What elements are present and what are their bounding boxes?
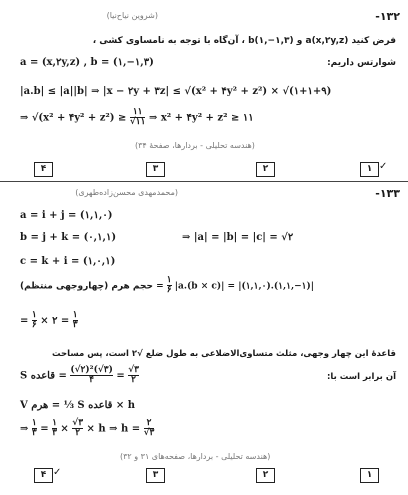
- author-133: (محمدمهدی محسن‌زاده‌طهری): [75, 188, 178, 197]
- fraction-numerator: √۳: [72, 418, 84, 428]
- option-1-q133[interactable]: ۱: [360, 468, 379, 483]
- triple-product: |a.(b × c)| =: [174, 281, 239, 292]
- question-number-132: -۱۳۲: [375, 10, 400, 23]
- step2-lhs: ⇒ √(x² + ۴y² + z²) ≥: [20, 112, 127, 124]
- fraction-denominator: ۲: [72, 428, 83, 438]
- base-area-eq: =: [116, 370, 125, 382]
- option-1-q132[interactable]: ۱: [360, 162, 379, 177]
- fraction-numerator: ۲: [146, 418, 152, 428]
- fraction-one-sixth-result: [32, 311, 37, 331]
- fraction-numerator: ۱۱: [132, 107, 143, 117]
- question-number-133: -۱۳۳: [375, 187, 400, 200]
- base-area-label: S قاعده =: [20, 370, 67, 382]
- fraction-one-third-b: [52, 419, 57, 439]
- option-2-q133[interactable]: ۲: [256, 468, 275, 483]
- fraction-root3-over-2-b: [72, 419, 83, 439]
- triple-product-values: |(۱,۱,۰).(۱,۱,−۱)|: [238, 281, 314, 292]
- cauchy-step-1: |a.b| ≤ |a||b| ⇒ |x − ۲y + ۳z| ≤ √(x² + ۴y² + z²) × √(۱+۱+۹): [20, 86, 332, 97]
- fraction-numerator: (√۲)²(√۳): [70, 365, 113, 375]
- author-132: (شروین نیاح‌نیا): [106, 11, 158, 20]
- fraction-denominator: √۳: [143, 428, 155, 439]
- fraction-denominator: ۶: [31, 320, 37, 331]
- reference-132: (هندسه تحلیلی - بردارها، صفحهٔ ۳۴): [135, 141, 255, 150]
- height-derivation: [20, 419, 154, 439]
- vector-norms-equal: ⇒ |a| = |b| = |c| = √۲: [182, 232, 294, 243]
- question-divider: [0, 181, 408, 182]
- fraction-denominator: √۱۱: [129, 117, 146, 128]
- fraction-numerator: ۱: [31, 418, 37, 428]
- fraction-11-over-root11: [130, 108, 146, 128]
- fraction-numerator: ۱: [166, 275, 172, 285]
- fraction-denominator: ۳: [72, 320, 78, 331]
- step2-rhs: ⇒ x² + ۴y² + z² ≥ ۱۱: [148, 112, 254, 124]
- fraction-denominator: ۳: [52, 428, 57, 439]
- fraction-base-area: [70, 366, 112, 386]
- correct-checkmark-icon: ✓: [379, 161, 388, 172]
- fraction-numerator: √۳: [128, 365, 139, 375]
- fraction-denominator: ۴: [70, 375, 112, 385]
- explanation-line-2: آن برابر است با:: [327, 372, 396, 382]
- volume-eq: =: [156, 281, 164, 292]
- vector-c-definition: c = k + i = (۱,۰,۱): [20, 256, 116, 267]
- option-4-q132[interactable]: ۴: [34, 162, 53, 177]
- fraction-numerator: ۱: [31, 310, 37, 320]
- fraction-denominator: ۲: [128, 375, 139, 385]
- fraction-numerator: ۱: [52, 418, 57, 428]
- fraction-denominator: ۳: [31, 428, 37, 439]
- fraction-2-over-root3: [144, 419, 155, 439]
- correct-checkmark-icon: ✓: [53, 467, 62, 478]
- vectors-line-132: a = (x,۲y,z) , b = (۱,−۱,۳): [20, 57, 154, 68]
- option-4-q133[interactable]: ۴: [34, 468, 53, 483]
- fraction-denominator: ۶: [166, 285, 172, 296]
- base-area-line: [20, 366, 139, 386]
- fraction-one-sixth: [167, 276, 172, 296]
- explanation-line-1: قاعدهٔ این چهار وجهی، مثلث متساوی‌الاضلاعی به طول ضلع √۲ است، پس مساحت: [52, 349, 396, 359]
- fraction-one-third-a: [32, 419, 37, 439]
- fraction-root3-over-2: [128, 366, 139, 386]
- result-times-two: × ۲ =: [40, 315, 70, 327]
- option-3-q132[interactable]: ۳: [146, 162, 165, 177]
- we-have-text-132: شوارتس داریم:: [327, 58, 396, 68]
- vector-a-definition: a = i + j = (۱,۱,۰): [20, 210, 113, 221]
- fraction-one-third-result: [73, 311, 78, 331]
- volume-label: حجم هرم (چهاروجهی منتظم): [20, 281, 153, 292]
- implies: ⇒: [20, 423, 29, 435]
- vector-b-definition: b = j + k = (۰,۱,۱): [20, 232, 117, 243]
- reference-133: (هندسه تحلیلی - بردارها، صفحه‌های ۳۱ و ۳۲): [120, 452, 271, 461]
- intro-text-132: فرض کنید (a(x,۲y,z و (b(۱,−۱,۳ ، آن‌گاه با توجه به نامساوی کشی ،: [92, 36, 396, 46]
- equals: =: [40, 423, 49, 435]
- result-eq: =: [20, 315, 29, 327]
- volume-line: [20, 276, 314, 296]
- option-2-q132[interactable]: ۲: [256, 162, 275, 177]
- cauchy-step-2: [20, 108, 254, 128]
- times: ×: [60, 423, 69, 435]
- option-3-q133[interactable]: ۳: [146, 468, 165, 483]
- volume-result: [20, 311, 78, 331]
- fraction-numerator: ۱: [72, 310, 78, 320]
- height-result: × h ⇒ h =: [86, 423, 141, 435]
- pyramid-volume-formula: V هرم = ⅓ S قاعده × h: [20, 400, 136, 411]
